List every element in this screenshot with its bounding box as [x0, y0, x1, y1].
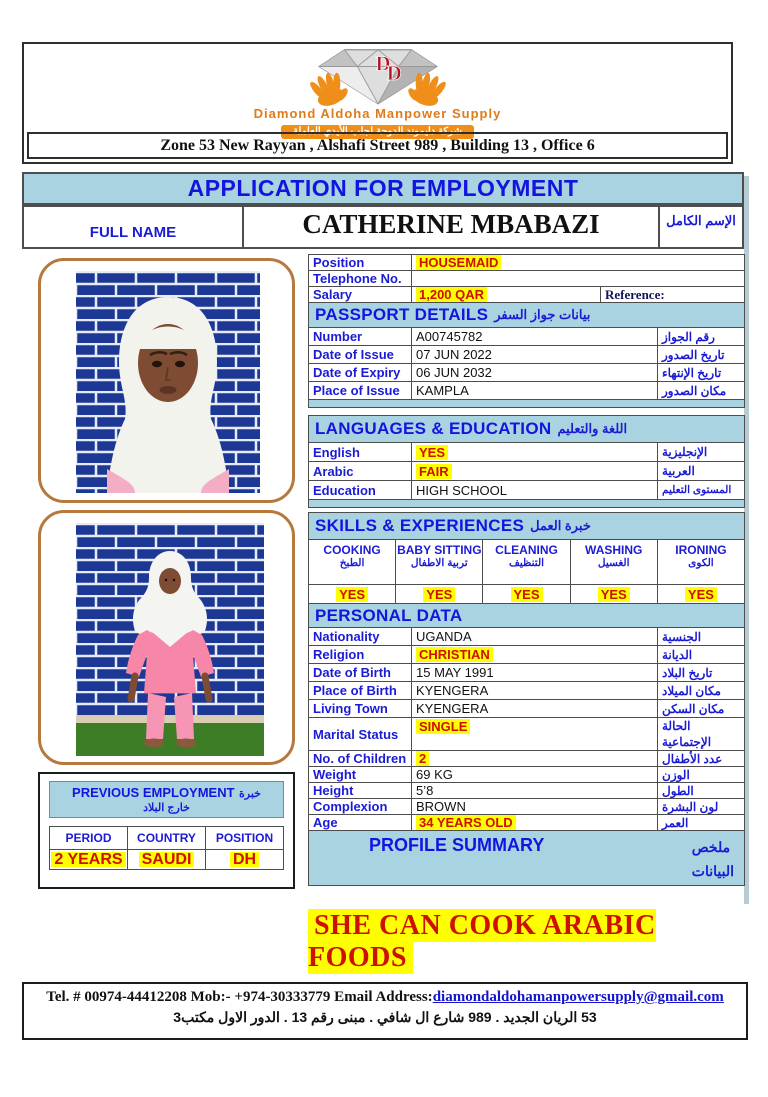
footer-email-link[interactable]: diamondaldohamanpowersupply@gmail.com — [432, 989, 724, 1005]
table-row-children: No. of Children 2 عدد الأطفال — [308, 750, 745, 767]
row-label: Telephone No. — [308, 270, 412, 287]
previous-employment-header-row: PERIOD COUNTRY POSITION — [49, 826, 284, 850]
table-row-complexion: Complexion BROWN لون البشرة — [308, 798, 745, 815]
table-row-date-of-expiry: Date of Expiry 06 JUN 2032 تاريخ الإنتهاء — [308, 363, 745, 382]
full-name-label-arabic: الإسم الكامل — [658, 205, 744, 249]
logo-monogram: D — [375, 53, 391, 76]
applicant-photo-fullbody — [38, 510, 295, 765]
table-row-arabic: Arabic FAIR العربية — [308, 461, 745, 481]
reference-label: Reference: — [600, 286, 745, 303]
previous-employment-values-row: 2 YEARS SAUDI DH — [49, 849, 284, 870]
table-row-education: Education HIGH SCHOOL المستوى التعليم — [308, 480, 745, 500]
previous-employment-box — [38, 772, 295, 889]
section-spacer — [308, 399, 745, 408]
table-row-marital-status: Marital Status SINGLE الحالة الإجتماعية — [308, 717, 745, 751]
table-row-religion: Religion CHRISTIAN الديانة — [308, 645, 745, 664]
previous-employment-table — [49, 826, 284, 870]
footer-contact-line: Tel. # 00974-44412208 Mob:- +974-30333779 Email Address:diamondaldohamanpowersupply@gmail.com — [46, 989, 724, 1005]
section-header-personal: PERSONAL DATA — [308, 603, 745, 628]
full-name-value: CATHERINE MBABAZI — [242, 205, 660, 249]
table-row-living-town: Living Town KYENGERA مكان السكن — [308, 699, 745, 718]
company-logo — [24, 45, 731, 107]
table-row-place-of-birth: Place of Birth KYENGERA مكان الميلاد — [308, 681, 745, 700]
fullbody-image — [76, 523, 264, 756]
row-value — [411, 270, 745, 287]
row-label: Position — [308, 254, 412, 271]
diamond-hands-logo-icon — [278, 45, 478, 107]
skills-values-row: YES YES YES YES YES — [308, 584, 745, 604]
company-address: Zone 53 New Rayyan , Alshafi Street 989 , Building 13 , Office 6 — [27, 132, 728, 159]
table-row-place-of-issue: Place of Issue KAMPLA مكان الصدور — [308, 381, 745, 400]
skills-header-row: COOKING الطبخ BABY SITTING تربية الاطفال CLEANING التنظيف WASHING الغسيل IRONING الكوى — [308, 539, 745, 585]
company-name: Diamond Aldoha Manpower Supply — [253, 106, 502, 121]
row-label: Salary — [308, 286, 412, 303]
applicant-photo-headshot — [38, 258, 295, 503]
table-row-salary — [308, 286, 745, 303]
main-data-table — [308, 255, 745, 886]
page-title-band — [22, 172, 744, 205]
table-row-telephone — [308, 270, 745, 287]
table-row-date-of-birth: Date of Birth 15 MAY 1991 تاريخ البلاد — [308, 663, 745, 682]
svg-text:D: D — [386, 62, 402, 85]
table-row-nationality: Nationality UGANDA الجنسية — [308, 627, 745, 646]
footer-address-arabic: 53 الريان الجديد . 989 شارع ال شافي . مبنى رقم 13 . الدور الاول مكتب3 — [173, 1009, 597, 1025]
table-row-weight: Weight 69 KG الوزن — [308, 766, 745, 783]
full-name-row — [22, 205, 744, 249]
table-row-date-of-issue: Date of Issue 07 JUN 2022 تاريخ الصدور — [308, 345, 745, 364]
table-row-position — [308, 254, 745, 271]
section-header-languages: LANGUAGES & EDUCATION اللغة والتعليم — [308, 415, 745, 443]
page-title: APPLICATION FOR EMPLOYMENT — [187, 175, 579, 201]
table-row-passport-number: Number A00745782 رقم الجواز — [308, 327, 745, 346]
section-header-profile-summary: PROFILE SUMMARY ملخص البيانات — [308, 830, 745, 886]
table-row-english: English YES الإنجليزية — [308, 442, 745, 462]
headshot-image — [76, 271, 260, 493]
section-header-passport: PASSPORT DETAILS بيانات جواز السفر — [308, 302, 745, 328]
row-value: 1,200 QAR — [411, 286, 601, 303]
header-box — [22, 42, 733, 164]
full-name-label: FULL NAME — [22, 205, 244, 249]
row-value: HOUSEMAID — [411, 254, 745, 271]
section-spacer — [308, 499, 745, 508]
table-row-height: Height 5’8 الطول — [308, 782, 745, 799]
previous-employment-header: PREVIOUS EMPLOYMENT خبرة خارج البلاد — [49, 781, 284, 818]
profile-note: SHE CAN COOK ARABIC FOODS — [308, 910, 656, 973]
table-row-age: Age 34 YEARS OLD العمر — [308, 814, 745, 831]
company-name-arabic: شركة دايموند الدوحة لجلب الأيدي العاملة — [281, 125, 474, 139]
footer-box — [22, 982, 748, 1040]
section-header-skills: SKILLS & EXPERIENCES خبرة العمل — [308, 512, 745, 540]
